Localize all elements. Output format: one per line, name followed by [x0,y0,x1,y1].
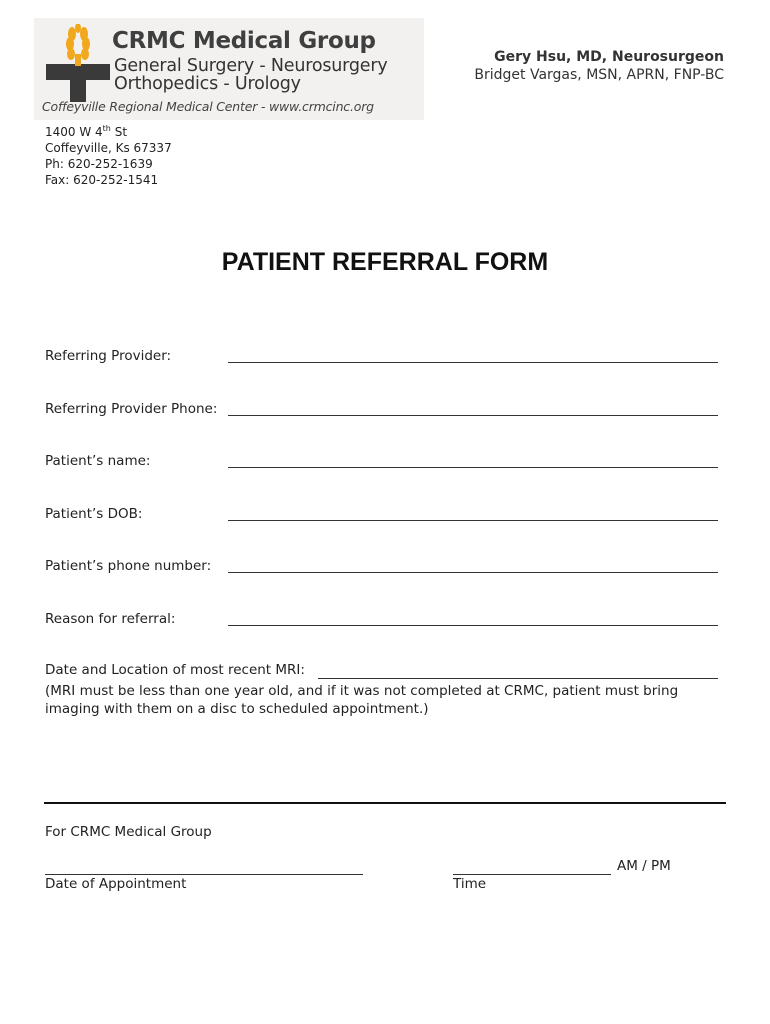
referring-provider-phone-field[interactable] [228,415,718,416]
patient-dob-label: Patient’s DOB: [45,506,143,522]
mri-label: Date and Location of most recent MRI: [45,662,305,678]
mri-field[interactable] [318,678,718,679]
reason-for-referral-label: Reason for referral: [45,611,176,627]
mri-note: (MRI must be less than one year old, and if it was not completed at CRMC, patient must bring imaging with them on a disc to scheduled appointment.) [45,683,679,717]
provider-name-1: Gery Hsu, MD, Neurosurgeon [494,49,724,65]
address-city: Coffeyville, Ks 67337 [45,141,172,155]
address-fax: Fax: 620-252-1541 [45,173,159,187]
provider-block [474,48,724,84]
section-divider [44,802,726,804]
reason-for-referral-field[interactable] [228,625,718,626]
referring-provider-field[interactable] [228,362,718,363]
address-phone: Ph: 620-252-1639 [45,157,153,171]
time-field[interactable] [453,874,611,875]
patient-phone-label: Patient’s phone number: [45,558,212,574]
patient-dob-field[interactable] [228,520,718,521]
am-pm-label: AM / PM [617,858,671,874]
office-use-heading: For CRMC Medical Group [45,824,212,840]
referring-provider-label: Referring Provider: [45,348,172,364]
address-block [45,121,172,188]
logo-name: CRMC Medical Group [112,28,376,54]
time-label: Time [453,876,487,892]
wheat-cross-logo-icon [42,24,114,104]
crmc-logo [34,18,424,120]
patient-name-label: Patient’s name: [45,453,151,469]
logo-specialties-2: Orthopedics - Urology [114,74,301,94]
form-title: PATIENT REFERRAL FORM [221,248,549,276]
referring-provider-phone-label: Referring Provider Phone: [45,401,218,417]
logo-center-url: Coffeyville Regional Medical Center - www.crmcinc.org [42,99,374,114]
patient-name-field[interactable] [228,467,718,468]
provider-name-2: Bridget Vargas, MSN, APRN, FNP-BC [474,67,724,83]
address-street: 1400 W 4th St [45,124,128,139]
patient-phone-field[interactable] [228,572,718,573]
date-of-appointment-label: Date of Appointment [45,876,187,892]
logo-specialties-1: General Surgery - Neurosurgery [114,56,388,76]
date-of-appointment-field[interactable] [45,874,363,875]
